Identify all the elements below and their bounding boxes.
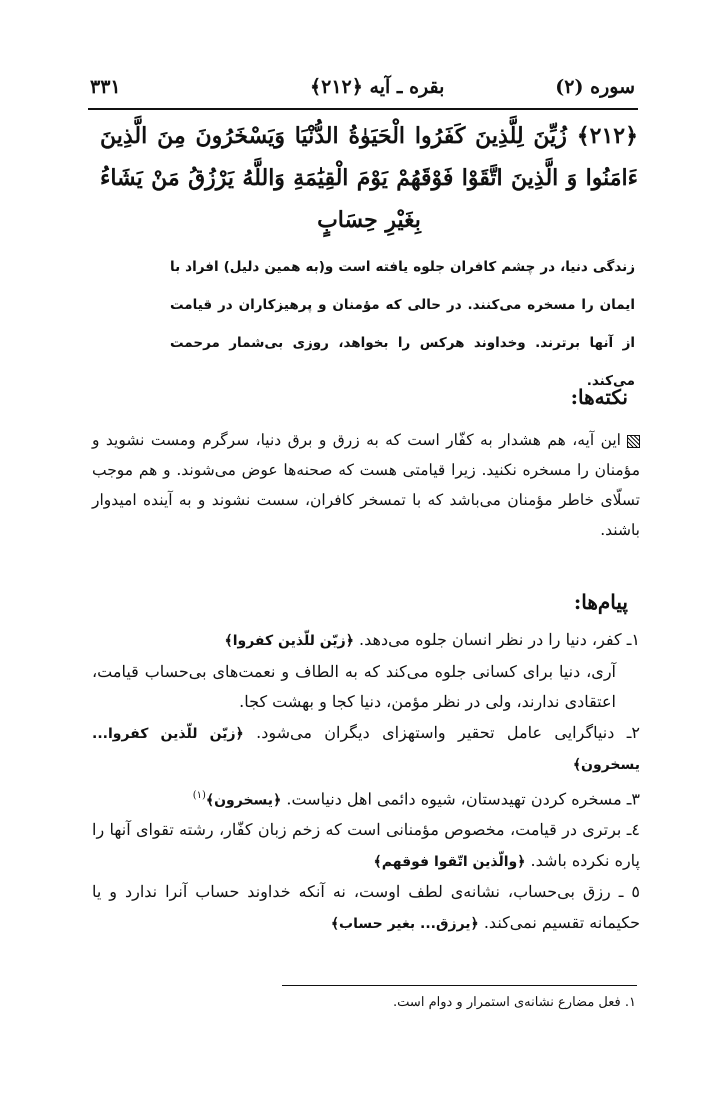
hatched-square-icon <box>627 435 640 448</box>
page-number: ٣٣١ <box>90 76 121 98</box>
message-text: ٢ـ دنیاگرایی عامل تحقیر واستهزای دیگران می‌شود. <box>256 722 640 742</box>
message-item <box>92 657 640 718</box>
messages-list <box>92 625 640 939</box>
message-text: آری، دنیا برای کسانی جلوه می‌کند که به الطاف و نعمت‌های بی‌حساب قیامت، اعتقادی ندارند، ولی در نظر مؤمن، دنیا کجا و بهشت کجا. <box>92 661 616 711</box>
notes-heading: نکته‌ها: <box>570 385 628 409</box>
running-header <box>90 76 635 106</box>
message-quote: ﴿زيّن للّذين كفروا﴾ <box>224 633 354 649</box>
notes-paragraph <box>92 425 640 545</box>
message-text: ١ـ کفر، دنیا را در نظر انسان جلوه می‌دهد. <box>359 630 640 649</box>
verse-reference: بقره ـ آیه ﴿٢١٢﴾ <box>310 76 445 98</box>
message-item <box>92 718 640 781</box>
message-quote: ﴿والّذين اتّقوا فوقهم﴾ <box>373 853 526 870</box>
message-quote: ﴿يسخرون﴾ <box>205 791 282 808</box>
message-text: ٤ـ برتری در قیامت، مخصوص مؤمنانی است که زخم زبان کفّار، رشته تقوای آنها را پاره نکرده باشد. <box>92 820 640 870</box>
verse-translation: زندگی دنیا، در چشم کافران جلوه یافته است و(به همین دلیل) افراد با ایمان را مسخره می‌کنند. در حالی که مؤمنان و پرهیزکاران در قیامت از آنها برترند. وخداوند هرکس را بخواهد، روزی بی‌شمار مرحمت می‌کند. <box>170 259 635 389</box>
message-text: ٣ـ مسخره کردن تهیدستان، شیوه دائمی اهل دنیاست. <box>286 788 640 808</box>
message-quote: ﴿يرزق... بغير حساب﴾ <box>330 915 479 932</box>
message-text: ٥ ـ رزق بی‌حساب، نشانه‌ی لطف اوست، نه آنکه خداوند حساب آنرا ندارد و یا حکیمانه تقسیم نمی‌کند. <box>92 882 640 932</box>
message-item <box>92 625 640 657</box>
message-item <box>92 877 640 939</box>
notes-text: این آیه، هم هشدار به کفّار است که به زرق و برق دنیا، سرگرم ومست نشوید و مؤمنان را مسخره نکنید. زیرا قیامتی هست که صحنه‌ها عوض می‌شوند. و هم موجب تسلّای خاطر مؤمنان می‌باشد که با تمسخر کافران، سست نشوند و به آینده امیدوار باشند. <box>92 431 640 539</box>
footnote: ١. فعل مضارع نشانه‌ی استمرار و دوام است. <box>393 995 636 1010</box>
message-item <box>92 815 640 877</box>
arabic-verse: ﴿٢١٢﴾ زُيِّنَ لِلَّذِينَ كَفَرُوا الْحَيَوٰةُ الدُّنْيَا وَيَسْخَرُونَ مِنَ الَّذِينَ ءَامَنُوا وَ الَّذِينَ اتَّقَوْا فَوْقَهُمْ يَوْمَ الْقِيَٰمَةِ وَاللَّهُ يَرْزُقُ مَنْ يَشَاءُ بِغَيْرِ حِسَابٍ <box>100 123 638 233</box>
footnote-reference[interactable]: (١) <box>192 789 206 801</box>
message-item <box>92 781 640 816</box>
surah-label: سوره (٢) <box>555 76 635 98</box>
messages-heading: پیام‌ها: <box>573 590 628 614</box>
header-divider <box>88 108 638 110</box>
footnote-divider <box>282 985 637 986</box>
message-quote: ﴿زيّن للّذين كفروا... يسخرون﴾ <box>92 725 640 773</box>
